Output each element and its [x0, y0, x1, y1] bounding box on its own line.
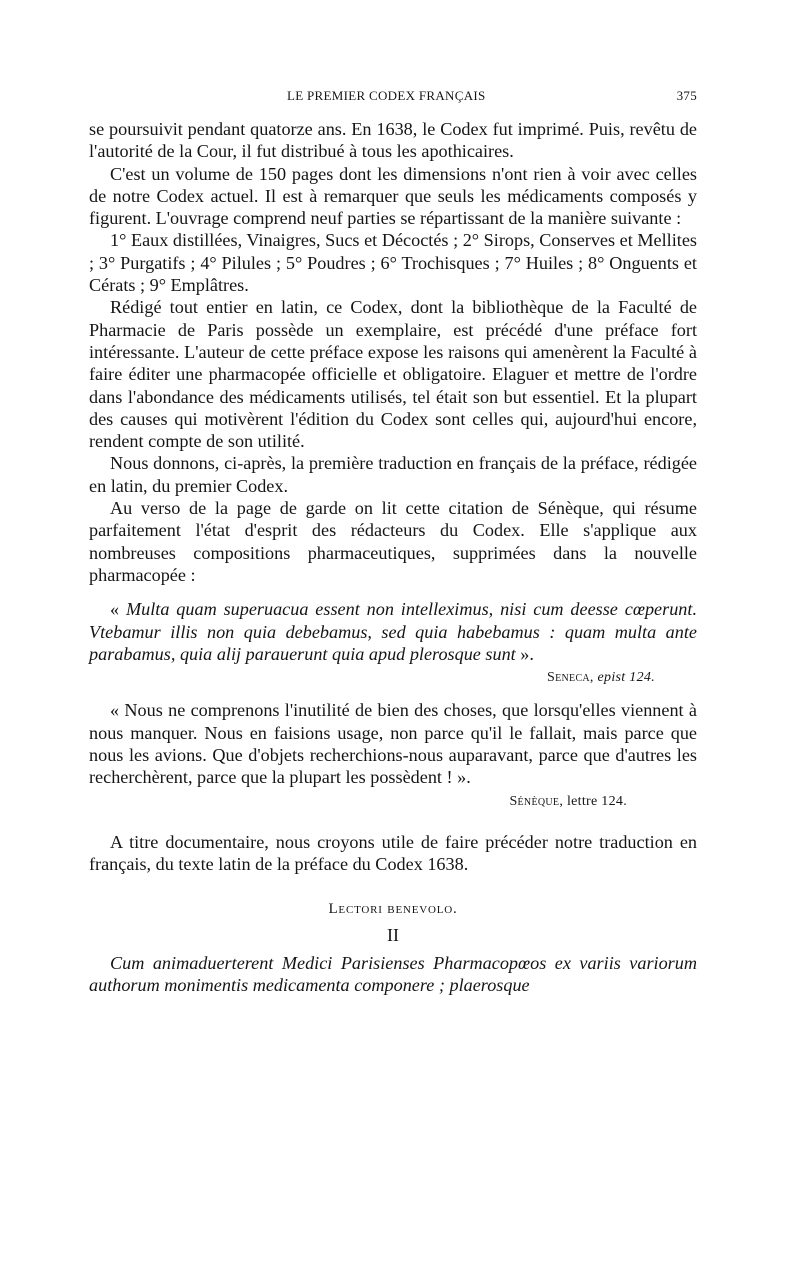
- roman-numeral: II: [387, 924, 399, 945]
- section-heading: Lectori benevolo.: [328, 900, 458, 917]
- running-title: LE PREMIER CODEX FRANÇAIS: [287, 88, 486, 103]
- paragraph-parts-list: 1° Eaux distillées, Vinaigres, Sucs et Décoctés ; 2° Sirops, Conserves et Mellites ; 3° Purgatifs ; 4° Pilules ; 5° Poudres ; 6° Trochisques ; 7° Huiles ; 8° Onguents et Cérats ; 9° Emplâtres.: [89, 230, 697, 296]
- paragraph-translation-note: Nous donnons, ci-après, la première traduction en français de la préface, rédigée en latin, du premier Codex.: [89, 453, 697, 496]
- latin-quote: [89, 598, 697, 665]
- page-body: [89, 118, 697, 997]
- page-number: 375: [676, 88, 697, 103]
- latin-preface-start: Cum animaduerterent Medici Parisienses Pharmacopœos ex variis variorum authorum monimentis medicamenta componere ; plaerosque: [89, 953, 697, 996]
- latin-quote-text: Multa quam superuacua essent non intelleximus, nisi cum deesse cœperunt. Vtebamur illis non quia debebamus, sed quia habebamus : quam multa ante parabamus, quia alij parauerunt quia apud plerosque sunt: [89, 599, 697, 664]
- latin-quote-attribution: [89, 667, 697, 689]
- french-attribution-ref: lettre 124.: [566, 793, 627, 809]
- latin-quote-open: «: [110, 599, 120, 620]
- latin-attribution-author: Seneca,: [547, 670, 594, 686]
- paragraph-preface-summary: Rédigé tout entier en latin, ce Codex, dont la bibliothèque de la Faculté de Pharmacie de Paris possède un exemplaire, est précédé d'une préface fort intéressante. L'auteur de cette préface expose les raisons qui amenèrent la Faculté à faire éditer une pharmacopée officielle et obligatoire. Elaguer et mettre de l'ordre dans l'abondance des médicaments utilisés, tel était son but essentiel. Et la plupart des causes qui motivèrent l'édition du Codex sont celles qui, aujourd'hui encore, rendent compte de son utilité.: [89, 297, 697, 452]
- french-attribution-author: Sénèque,: [509, 793, 564, 809]
- paragraph-continuation: se poursuivit pendant quatorze ans. En 1638, le Codex fut imprimé. Puis, revêtu de l'autorité de la Cour, il fut distribué à tous les apothicaires.: [89, 119, 697, 162]
- latin-quote-close: ».: [520, 643, 534, 664]
- paragraph-volume-description: C'est un volume de 150 pages dont les dimensions n'ont rien à voir avec celles de notre Codex actuel. Il est à remarquer que seuls les médicaments composés y figurent. L'ouvrage comprend neuf parties se répartissant de la manière suivante :: [89, 163, 697, 229]
- french-quote-attribution: [89, 791, 697, 813]
- french-quote: « Nous ne comprenons l'inutilité de bien des choses, que lorsqu'elles viennent à nous manquer. Nous en faisions usage, non parce qu'il le fallait, mais parce que nous les avions. Que d'objets recherchions-nous auparavant, parce que d'autres les recherchèrent, parce que la plupart les possèdent ! ».: [89, 700, 697, 788]
- paragraph-seneca-intro: Au verso de la page de garde on lit cette citation de Sénèque, qui résume parfaitement l'état d'esprit des rédacteurs du Codex. Elle s'applique aux nombreuses compositions pharmaceutiques, supprimées dans la nouvelle pharmacopée :: [89, 498, 697, 585]
- paragraph-closing: A titre documentaire, nous croyons utile de faire précéder notre traduction en français, du texte latin de la préface du Codex 1638.: [89, 831, 697, 875]
- latin-attribution-ref: epist 124.: [597, 670, 655, 686]
